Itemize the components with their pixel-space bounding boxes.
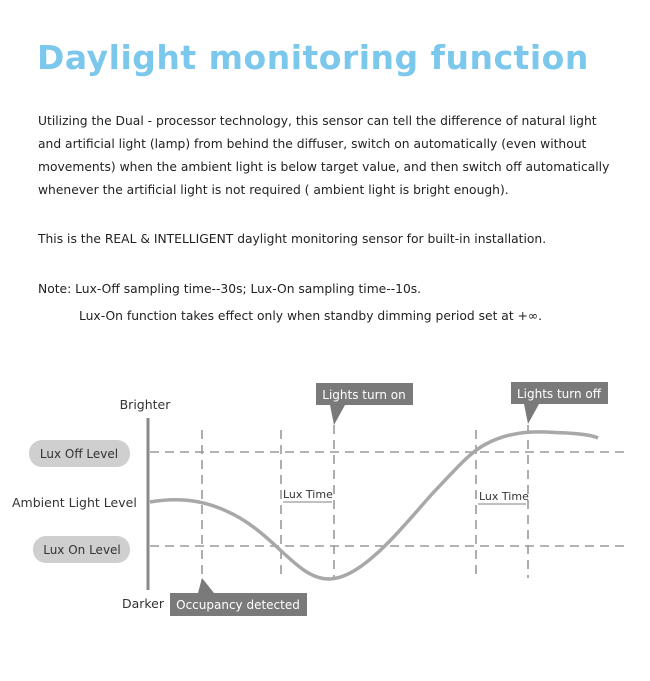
page-title: Daylight monitoring function (37, 38, 589, 77)
daylight-diagram (0, 360, 650, 681)
lights-on-callout (316, 383, 413, 425)
occupancy-callout (170, 578, 307, 616)
lights-off-text: Lights turn off (516, 387, 602, 401)
intro-paragraph: Utilizing the Dual - processor technology, this sensor can tell the difference of natural light and artificial light (lamp) from behind the diffuser, switch on automatically (even without movements) when the ambient light is below target value, and then switch off automatically whenever the artificial light is not required ( ambient light is bright enough). (38, 114, 610, 197)
lux-time-label-2: Lux Time (479, 490, 529, 503)
lights-off-callout (511, 382, 608, 424)
statement-paragraph: This is the REAL & INTELLIGENT daylight monitoring sensor for built-in installation. (38, 232, 547, 246)
ambient-light-label: Ambient Light Level (12, 495, 137, 510)
axis-top-label: Brighter (119, 397, 171, 412)
note-line-1: Note: Lux-Off sampling time--30s; Lux-On sampling time--10s. (38, 282, 422, 296)
occupancy-text: Occupancy detected (176, 598, 300, 612)
lux-on-label: Lux On Level (43, 543, 121, 557)
lux-off-label: Lux Off Level (39, 447, 119, 461)
lights-on-text: Lights turn on (322, 388, 406, 402)
note-line-2: Lux-On function takes effect only when standby dimming period set at +∞. (79, 309, 543, 323)
ambient-light-curve (150, 432, 598, 579)
lux-time-label-1: Lux Time (283, 488, 333, 501)
axis-bottom-label: Darker (121, 596, 165, 611)
